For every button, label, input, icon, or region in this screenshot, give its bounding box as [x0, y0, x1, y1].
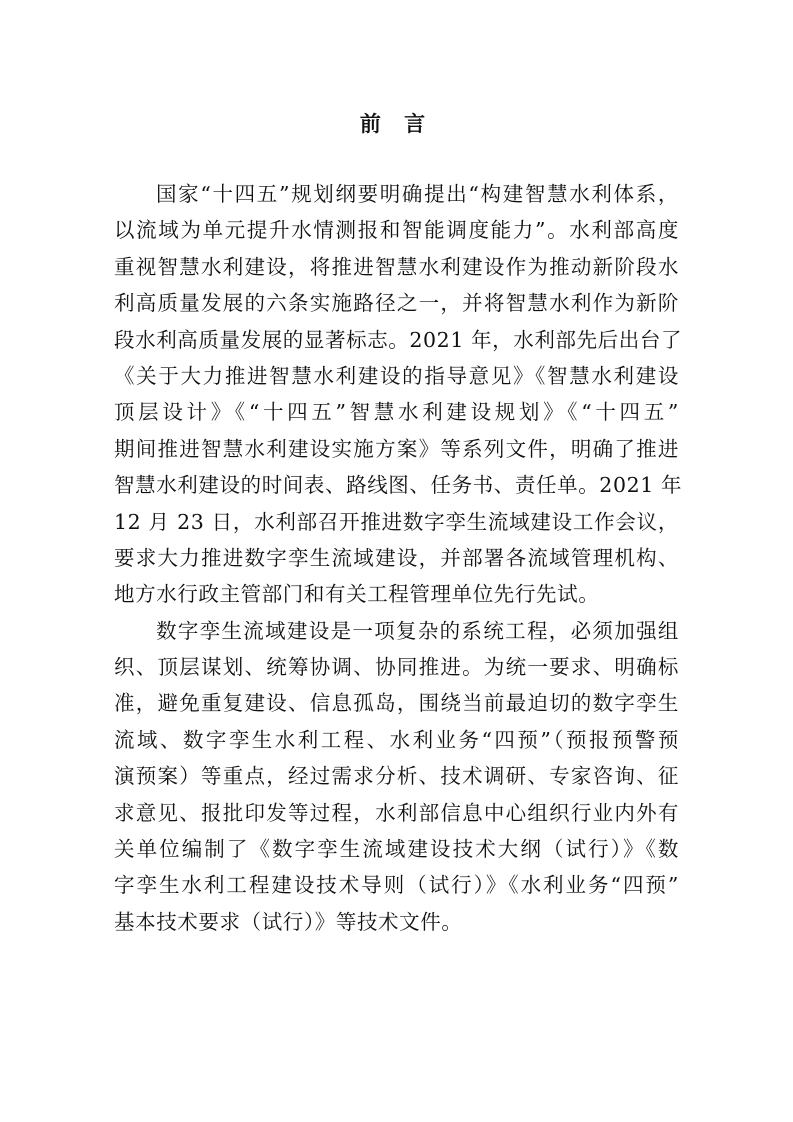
text-line: 求意见、报批印发等过程，水利部信息中心组织行业内外有 — [114, 800, 679, 825]
text-line: 流域、数字孪生水利工程、水利业务“四预”（预报预警预 — [114, 727, 679, 752]
text-line: 地方水行政主管部门和有关工程管理单位先行先试。 — [114, 582, 600, 607]
text-line: 重视智慧水利建设，将推进智慧水利建设作为推动新阶段水 — [114, 254, 679, 279]
paragraph-1 — [114, 176, 683, 613]
text-line: 顶层设计》《“十四五”智慧水利建设规划》《“十四五” — [114, 400, 679, 425]
text-line: 《关于大力推进智慧水利建设的指导意见》《智慧水利建设 — [114, 363, 679, 388]
page-title: 前 言 — [359, 111, 434, 136]
text-line: 织、顶层谋划、统筹协调、协同推进。为统一要求、明确标 — [114, 655, 679, 680]
text-line: 期间推进智慧水利建设实施方案》等系列文件，明确了推进 — [114, 436, 679, 461]
text-line: 数字孪生流域建设是一项复杂的系统工程，必须加强组 — [156, 618, 679, 643]
text-line: 智慧水利建设的时间表、路线图、任务书、责任单。2021 年 — [114, 473, 683, 498]
text-line: 段水利高质量发展的显著标志。2021 年，水利部先后出台了 — [114, 327, 683, 352]
text-line: 基本技术要求（试行）》等技术文件。 — [114, 909, 463, 934]
text-line: 利高质量发展的六条实施路径之一，并将智慧水利作为新阶 — [114, 291, 679, 316]
paragraph-2 — [114, 613, 679, 941]
text-line: 要求大力推进数字孪生流域建设，并部署各流域管理机构、 — [114, 545, 679, 570]
text-line: 12 月 23 日，水利部召开推进数字孪生流域建设工作会议， — [114, 509, 679, 534]
text-line: 演预案）等重点，经过需求分析、技术调研、专家咨询、征 — [114, 764, 679, 789]
text-line: 以流域为单元提升水情测报和智能调度能力”。水利部高度 — [114, 218, 679, 243]
text-line: 关单位编制了《数字孪生流域建设技术大纲（试行）》《数 — [114, 837, 679, 862]
body-text — [114, 176, 683, 940]
text-line: 字孪生水利工程建设技术导则（试行）》《水利业务“四预” — [114, 873, 679, 898]
text-line: 准，避免重复建设、信息孤岛，围绕当前最迫切的数字孪生 — [114, 691, 679, 716]
text-line: 国家“十四五”规划纲要明确提出“构建智慧水利体系， — [156, 182, 679, 206]
